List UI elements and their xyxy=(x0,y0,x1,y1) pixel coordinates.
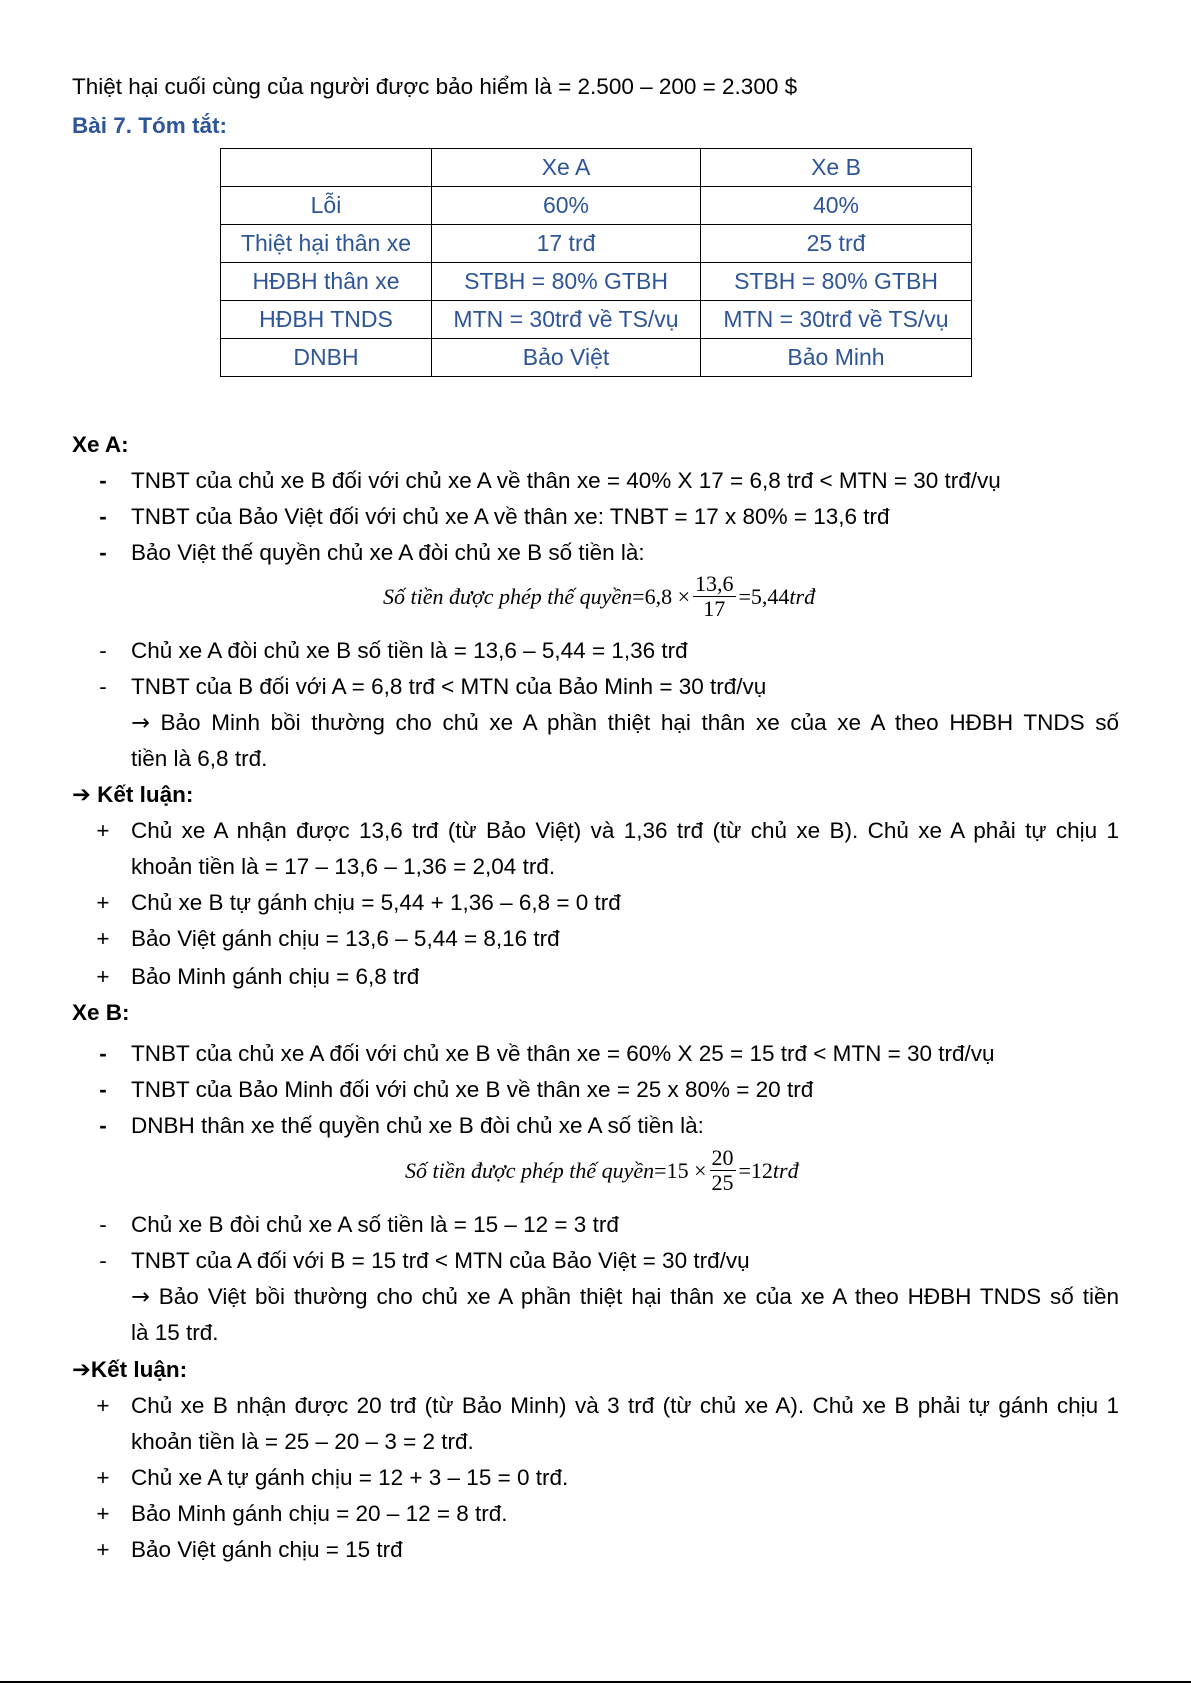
formula-eq: =6,8 × xyxy=(632,583,690,609)
formula-result: =5,44 xyxy=(738,583,790,609)
list-item-cont: khoản tiền là = 17 – 13,6 – 1,36 = 2,04 trđ. xyxy=(131,854,556,879)
table-cell: Bảo Việt xyxy=(432,339,701,377)
table-row xyxy=(221,263,972,301)
formula-eq: =15 × xyxy=(654,1157,707,1183)
list-item: TNBT của Bảo Việt đối với chủ xe A về thân xe: TNBT = 17 x 80% = 13,6 trđ xyxy=(131,504,890,529)
list-item: Bảo Việt thế quyền chủ xe A đòi chủ xe B số tiền là: xyxy=(131,540,645,565)
bullet-dash: - xyxy=(99,1077,107,1102)
fraction-numerator: 13,6 xyxy=(695,571,734,596)
arrow-paragraph-cont: là 15 trđ. xyxy=(131,1320,219,1345)
arrow-right-icon: → xyxy=(131,1284,150,1310)
bullet-dash: - xyxy=(99,674,107,699)
list-item: Chủ xe B đòi chủ xe A số tiền là = 15 – 12 = 3 trđ xyxy=(131,1212,619,1237)
bullet-dash: - xyxy=(99,540,107,565)
list-item: Bảo Minh gánh chịu = 6,8 trđ xyxy=(131,964,420,989)
table-cell: 17 trđ xyxy=(432,225,701,263)
list-item: DNBH thân xe thế quyền chủ xe B đòi chủ xe A số tiền là: xyxy=(131,1113,704,1138)
formula-xe-a xyxy=(383,572,815,621)
bullet-dash: - xyxy=(99,638,107,663)
bullet-dash: - xyxy=(99,1248,107,1273)
xe-b-heading: Xe B: xyxy=(72,1000,130,1025)
formula-result: =12 xyxy=(738,1157,773,1183)
table-cell: 25 trđ xyxy=(701,225,972,263)
table-cell: HĐBH thân xe xyxy=(221,263,432,301)
bullet-dash: - xyxy=(99,1041,107,1066)
table-cell: DNBH xyxy=(221,339,432,377)
arrow-right-icon: ➔ xyxy=(72,782,91,808)
bullet-plus: + xyxy=(96,1465,110,1490)
table-header-row xyxy=(221,149,972,187)
table-cell: MTN = 30trđ về TS/vụ xyxy=(701,301,972,339)
bullet-plus: + xyxy=(96,964,110,989)
section-title: Bài 7. Tóm tắt: xyxy=(72,113,228,138)
page-bottom-divider xyxy=(0,1681,1191,1683)
xe-a-heading: Xe A: xyxy=(72,432,129,457)
list-item: Bảo Việt gánh chịu = 15 trđ xyxy=(131,1537,403,1562)
fraction-numerator: 20 xyxy=(711,1145,734,1170)
formula-fraction xyxy=(710,1146,736,1195)
table-row xyxy=(221,339,972,377)
conclusion-heading-text: Kết luận: xyxy=(90,1357,188,1382)
bullet-dash: - xyxy=(99,468,107,493)
list-item: Chủ xe A đòi chủ xe B số tiền là = 13,6 – 5,44 = 1,36 trđ xyxy=(131,638,688,663)
conclusion-heading xyxy=(72,1355,187,1385)
formula-xe-b xyxy=(405,1146,799,1195)
list-item: Chủ xe B tự gánh chịu = 5,44 + 1,36 – 6,8 = 0 trđ xyxy=(131,890,621,915)
list-item: Bảo Việt gánh chịu = 13,6 – 5,44 = 8,16 trđ xyxy=(131,926,560,951)
bullet-plus: + xyxy=(96,1537,110,1562)
table-cell: MTN = 30trđ về TS/vụ xyxy=(432,301,701,339)
table-row xyxy=(221,301,972,339)
table-cell: STBH = 80% GTBH xyxy=(432,263,701,301)
formula-unit: trđ xyxy=(772,1157,799,1183)
list-item: Bảo Minh gánh chịu = 20 – 12 = 8 trđ. xyxy=(131,1501,508,1526)
table-cell: 60% xyxy=(432,187,701,225)
arrow-right-icon: → xyxy=(131,710,150,736)
table-cell: Lỗi xyxy=(221,187,432,225)
list-item: TNBT của A đối với B = 15 trđ < MTN của Bảo Việt = 30 trđ/vụ xyxy=(131,1248,750,1273)
bullet-plus: + xyxy=(96,818,110,843)
table-header-cell: Xe A xyxy=(432,149,701,187)
fraction-denominator: 25 xyxy=(711,1170,734,1195)
table-cell: Bảo Minh xyxy=(701,339,972,377)
table-row xyxy=(221,187,972,225)
bullet-dash: - xyxy=(99,1212,107,1237)
arrow-paragraph-cont: tiền là 6,8 trđ. xyxy=(131,746,268,771)
bullet-plus: + xyxy=(96,890,110,915)
arrow-text: Bảo Việt bồi thường cho chủ xe A phần thiệt hại thân xe của xe A theo HĐBH TNDS số tiền xyxy=(158,1284,1119,1309)
table-row xyxy=(221,225,972,263)
table-header-cell xyxy=(221,149,432,187)
list-item: Chủ xe A nhận được 13,6 trđ (từ Bảo Việt) và 1,36 trđ (từ chủ xe B). Chủ xe A phải tự chịu 1 xyxy=(131,818,1119,843)
table-header-cell: Xe B xyxy=(701,149,972,187)
list-item: TNBT của B đối với A = 6,8 trđ < MTN của Bảo Minh = 30 trđ/vụ xyxy=(131,674,767,699)
list-item-cont: khoản tiền là = 25 – 20 – 3 = 2 trđ. xyxy=(131,1429,474,1454)
list-item: TNBT của Bảo Minh đối với chủ xe B về thân xe = 25 x 80% = 20 trđ xyxy=(131,1077,814,1102)
arrow-paragraph xyxy=(131,1282,1119,1312)
table-cell: HĐBH TNDS xyxy=(221,301,432,339)
formula-label: Số tiền được phép thế quyền xyxy=(405,1157,655,1183)
conclusion-heading-text: Kết luận: xyxy=(97,782,194,807)
table-cell: Thiệt hại thân xe xyxy=(221,225,432,263)
list-item: TNBT của chủ xe A đối với chủ xe B về thân xe = 60% X 25 = 15 trđ < MTN = 30 trđ/vụ xyxy=(131,1041,995,1066)
conclusion-heading xyxy=(72,780,193,810)
table-cell: STBH = 80% GTBH xyxy=(701,263,972,301)
list-item: Chủ xe B nhận được 20 trđ (từ Bảo Minh) và 3 trđ (từ chủ xe A). Chủ xe B phải tự gánh chịu 1 xyxy=(131,1393,1119,1418)
bullet-plus: + xyxy=(96,1393,110,1418)
bullet-dash: - xyxy=(99,1113,107,1138)
arrow-paragraph xyxy=(131,708,1119,738)
bullet-plus: + xyxy=(96,1501,110,1526)
intro-line: Thiệt hại cuối cùng của người được bảo hiểm là = 2.500 – 200 = 2.300 $ xyxy=(72,74,798,99)
bullet-plus: + xyxy=(96,926,110,951)
list-item: Chủ xe A tự gánh chịu = 12 + 3 – 15 = 0 trđ. xyxy=(131,1465,569,1490)
formula-unit: trđ xyxy=(789,583,816,609)
formula-label: Số tiền được phép thế quyền xyxy=(383,583,633,609)
bullet-dash: - xyxy=(99,504,107,529)
formula-fraction xyxy=(693,572,736,621)
list-item: TNBT của chủ xe B đối với chủ xe A về thân xe = 40% X 17 = 6,8 trđ < MTN = 30 trđ/vụ xyxy=(131,468,1001,493)
table-cell: 40% xyxy=(701,187,972,225)
arrow-right-icon: ➔ xyxy=(72,1357,91,1383)
fraction-denominator: 17 xyxy=(703,596,726,621)
arrow-text: Bảo Minh bồi thường cho chủ xe A phần thiệt hại thân xe của xe A theo HĐBH TNDS số xyxy=(160,710,1119,735)
summary-table xyxy=(220,148,972,377)
